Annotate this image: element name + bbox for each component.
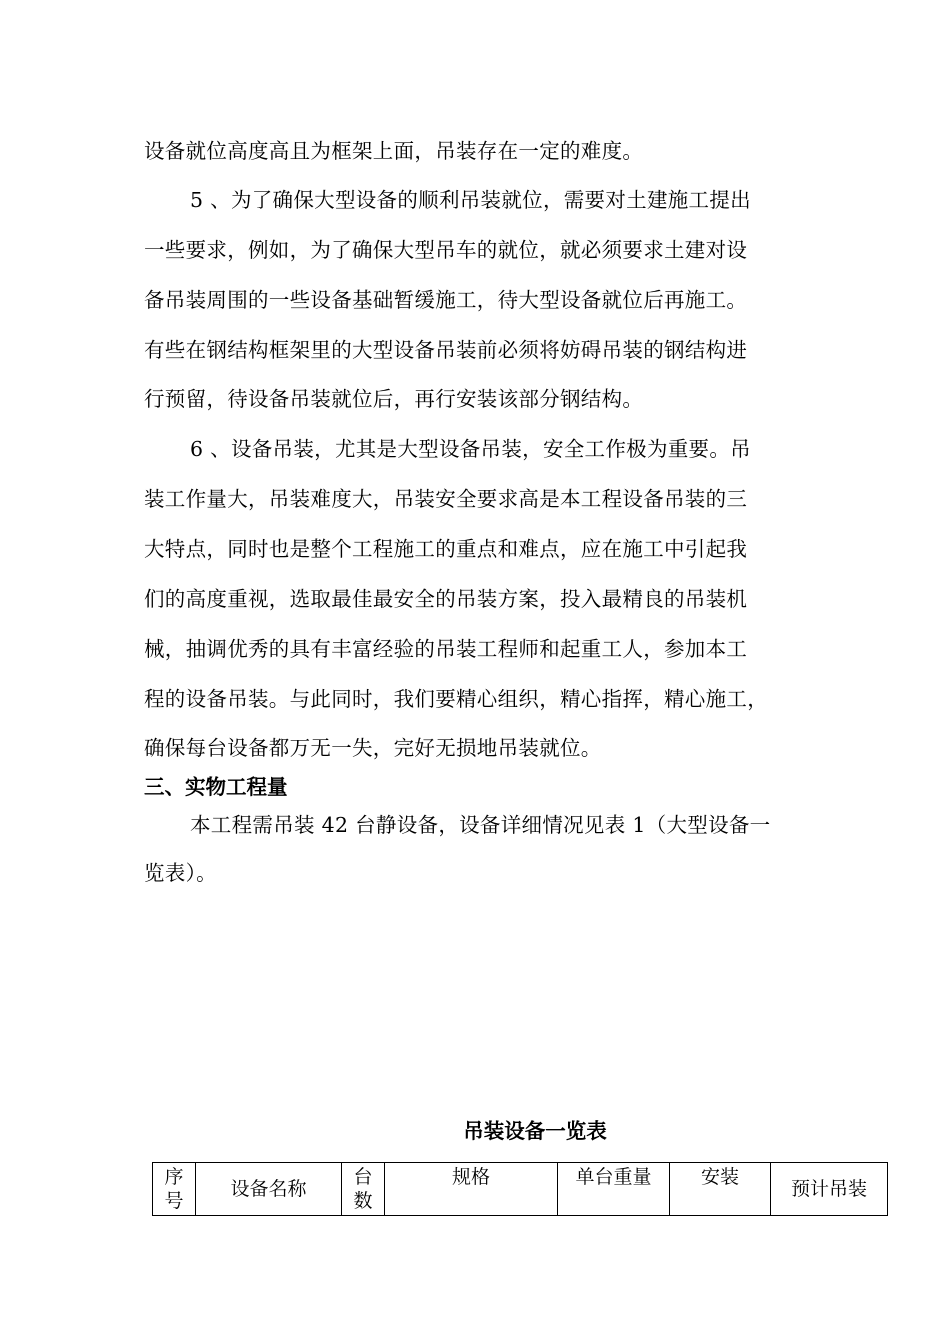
header-spec: 规格 (385, 1163, 558, 1216)
header-install: 安装 (670, 1163, 771, 1216)
paragraph-line: 览表）。 (144, 861, 217, 885)
paragraph-line: 械，抽调优秀的具有丰富经验的吊装工程师和起重工人，参加本工 (144, 637, 748, 661)
paragraph-line: 5 、为了确保大型设备的顺利吊装就位，需要对土建施工提出 (190, 188, 751, 212)
paragraph-line: 一些要求，例如，为了确保大型吊车的就位，就必须要求土建对设 (144, 238, 748, 262)
header-count: 台数 (342, 1163, 385, 1216)
header-seq: 序号 (153, 1163, 196, 1216)
equipment-table (152, 1162, 888, 1216)
paragraph-line: 行预留，待设备吊装就位后，再行安装该部分钢结构。 (144, 387, 644, 411)
table-header-row (153, 1163, 888, 1216)
paragraph-line: 设备就位高度高且为框架上面，吊装存在一定的难度。 (144, 139, 644, 163)
paragraph-line: 备吊装周围的一些设备基础暂缓施工，待大型设备就位后再施工。 (144, 288, 748, 312)
paragraph-line: 有些在钢结构框架里的大型设备吊装前必须将妨碍吊装的钢结构进 (144, 338, 748, 362)
paragraph-line: 大特点，同时也是整个工程施工的重点和难点，应在施工中引起我 (144, 537, 748, 561)
paragraph-line: 6 、设备吊装，尤其是大型设备吊装，安全工作极为重要。吊 (190, 437, 751, 461)
section-heading: 三、实物工程量 (144, 775, 288, 799)
header-weight: 单台重量 (558, 1163, 670, 1216)
header-planned: 预计吊装 (771, 1163, 888, 1216)
table-title: 吊装设备一览表 (463, 1119, 607, 1143)
paragraph-line: 装工作量大，吊装难度大，吊装安全要求高是本工程设备吊装的三 (144, 487, 748, 511)
paragraph-line: 们的高度重视，选取最佳最安全的吊装方案，投入最精良的吊装机 (144, 587, 748, 611)
paragraph-line: 本工程需吊装 42 台静设备，设备详细情况见表 1（大型设备一 (190, 813, 771, 837)
paragraph-line: 程的设备吊装。与此同时，我们要精心组织，精心指挥，精心施工， (144, 687, 768, 711)
header-name: 设备名称 (196, 1163, 342, 1216)
paragraph-line: 确保每台设备都万无一失，完好无损地吊装就位。 (144, 736, 602, 760)
